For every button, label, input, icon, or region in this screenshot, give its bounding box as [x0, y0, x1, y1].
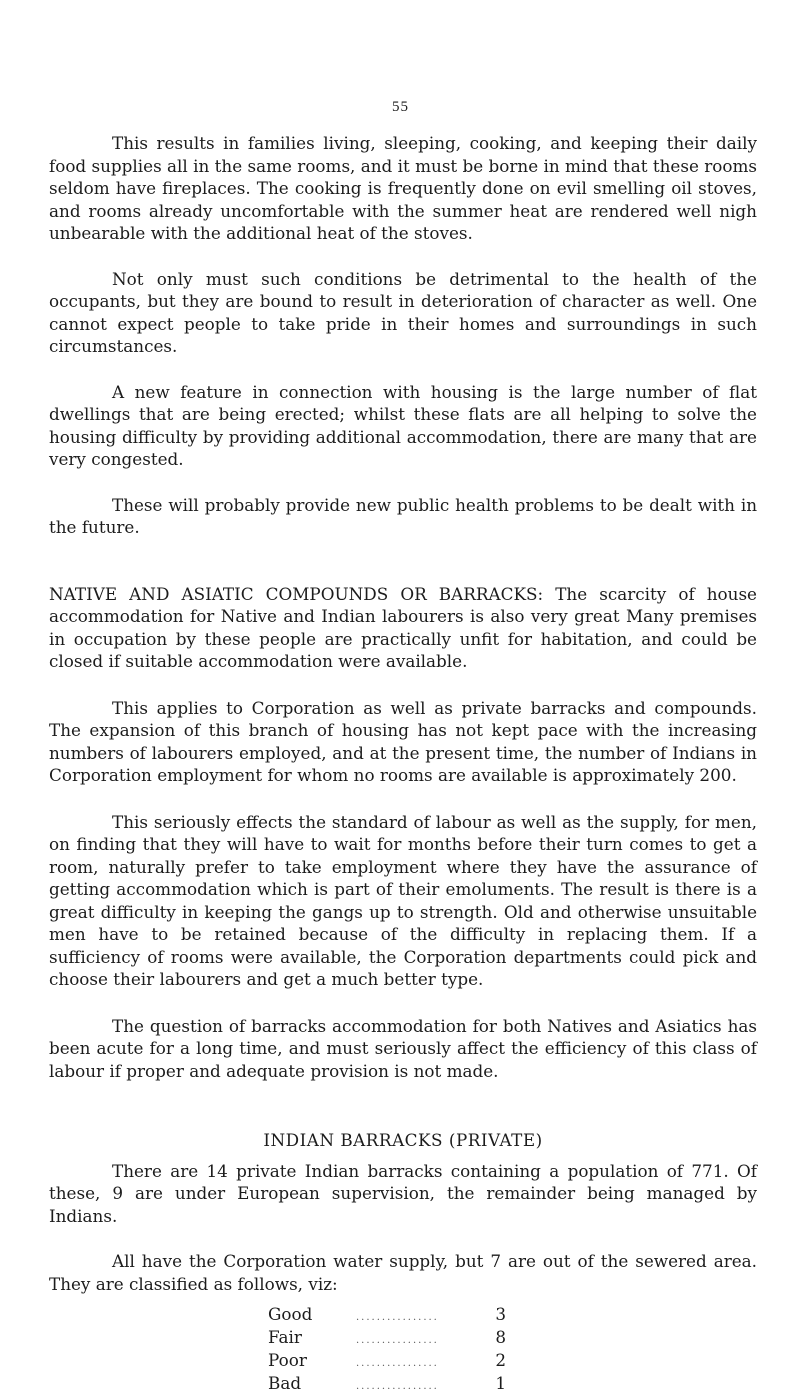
classification-label: Bad: [268, 1373, 302, 1393]
paragraph-future-problems: These will probably provide new public health problems to be dealt with in the future.: [49, 494, 757, 537]
section-heading-indian-barracks: INDIAN BARRACKS (PRIVATE): [263, 1130, 543, 1150]
paragraph-native-compounds: NATIVE AND ASIATIC COMPOUNDS OR BARRACKS: The scarcity of house accommodation for Native and Indian labourers is also very great Many premises in occupation by these people are practically unfit for habitation, and could be closed if suitable accommodation were available.: [49, 583, 757, 671]
leader-dots: ................: [356, 1381, 439, 1392]
page-number: 55: [392, 99, 409, 115]
classification-row: [268, 1326, 506, 1349]
leader-dots: ................: [356, 1335, 439, 1346]
paragraph-private-barracks: There are 14 private Indian barracks containing a population of 771. Of these, 9 are under European supervision, the remainder being managed by Indians.: [49, 1160, 757, 1226]
paragraph-barracks-question: The question of barracks accommodation for both Natives and Asiatics has been acute for a long time, and must seriously affect the efficiency of this class of labour if proper and adequate provision is not made.: [49, 1015, 757, 1081]
paragraph-health-effects: Not only must such conditions be detrimental to the health of the occupants, but they are bound to result in deterioration of character as well. One cannot expect people to take pride in their homes and surroundings in such circumstances.: [49, 268, 757, 356]
classification-count: 8: [495, 1327, 506, 1347]
classification-row: [268, 1303, 506, 1326]
document-body: [49, 132, 757, 1395]
classification-table: [268, 1303, 506, 1395]
classification-count: 3: [495, 1304, 506, 1324]
classification-row: [268, 1349, 506, 1372]
paragraph-flat-dwellings: A new feature in connection with housing is the large number of flat dwellings that are being erected; whilst these flats are all helping to solve the housing difficulty by providing additional accommodation, there are many that are very congested.: [49, 381, 757, 469]
classification-count: 1: [495, 1373, 506, 1393]
paragraph-corporation-barracks: This applies to Corporation as well as private barracks and compounds. The expansion of this branch of housing has not kept pace with the increasing numbers of labourers employed, and at the present time, the number of Indians in Corporation employment for whom no rooms are available is approximately 200.: [49, 697, 757, 785]
paragraph-water-supply: All have the Corporation water supply, but 7 are out of the sewered area. They are classified as follows, viz:: [49, 1251, 757, 1294]
classification-label: Good: [268, 1304, 313, 1324]
leader-dots: ................: [356, 1312, 439, 1323]
paragraph-labour-standard: This seriously effects the standard of labour as well as the supply, for men, on finding that they will have to wait for months before their turn comes to get a room, naturally prefer to take employment where they have the assurance of getting accommodation which is part of their emoluments. The result is there is a great difficulty in keeping the gangs up to strength. Old and otherwise unsuitable men have to be retained because of the difficulty in replacing them. If a sufficiency of rooms were available, the Corporation departments could pick and choose their labourers and get a much better type.: [49, 811, 757, 989]
classification-row: [268, 1372, 506, 1395]
classification-label: Poor: [268, 1350, 307, 1370]
classification-count: 2: [495, 1350, 506, 1370]
classification-label: Fair: [268, 1327, 302, 1347]
leader-dots: ................: [356, 1358, 439, 1369]
paragraph-living-conditions: This results in families living, sleeping, cooking, and keeping their daily food supplies all in the same rooms, and it must be borne in mind that these rooms seldom have fireplaces. The cooking is frequently done on evil smelling oil stoves, and rooms already uncomfortable with the summer heat are rendered well nigh unbearable with the additional heat of the stoves.: [49, 133, 757, 243]
